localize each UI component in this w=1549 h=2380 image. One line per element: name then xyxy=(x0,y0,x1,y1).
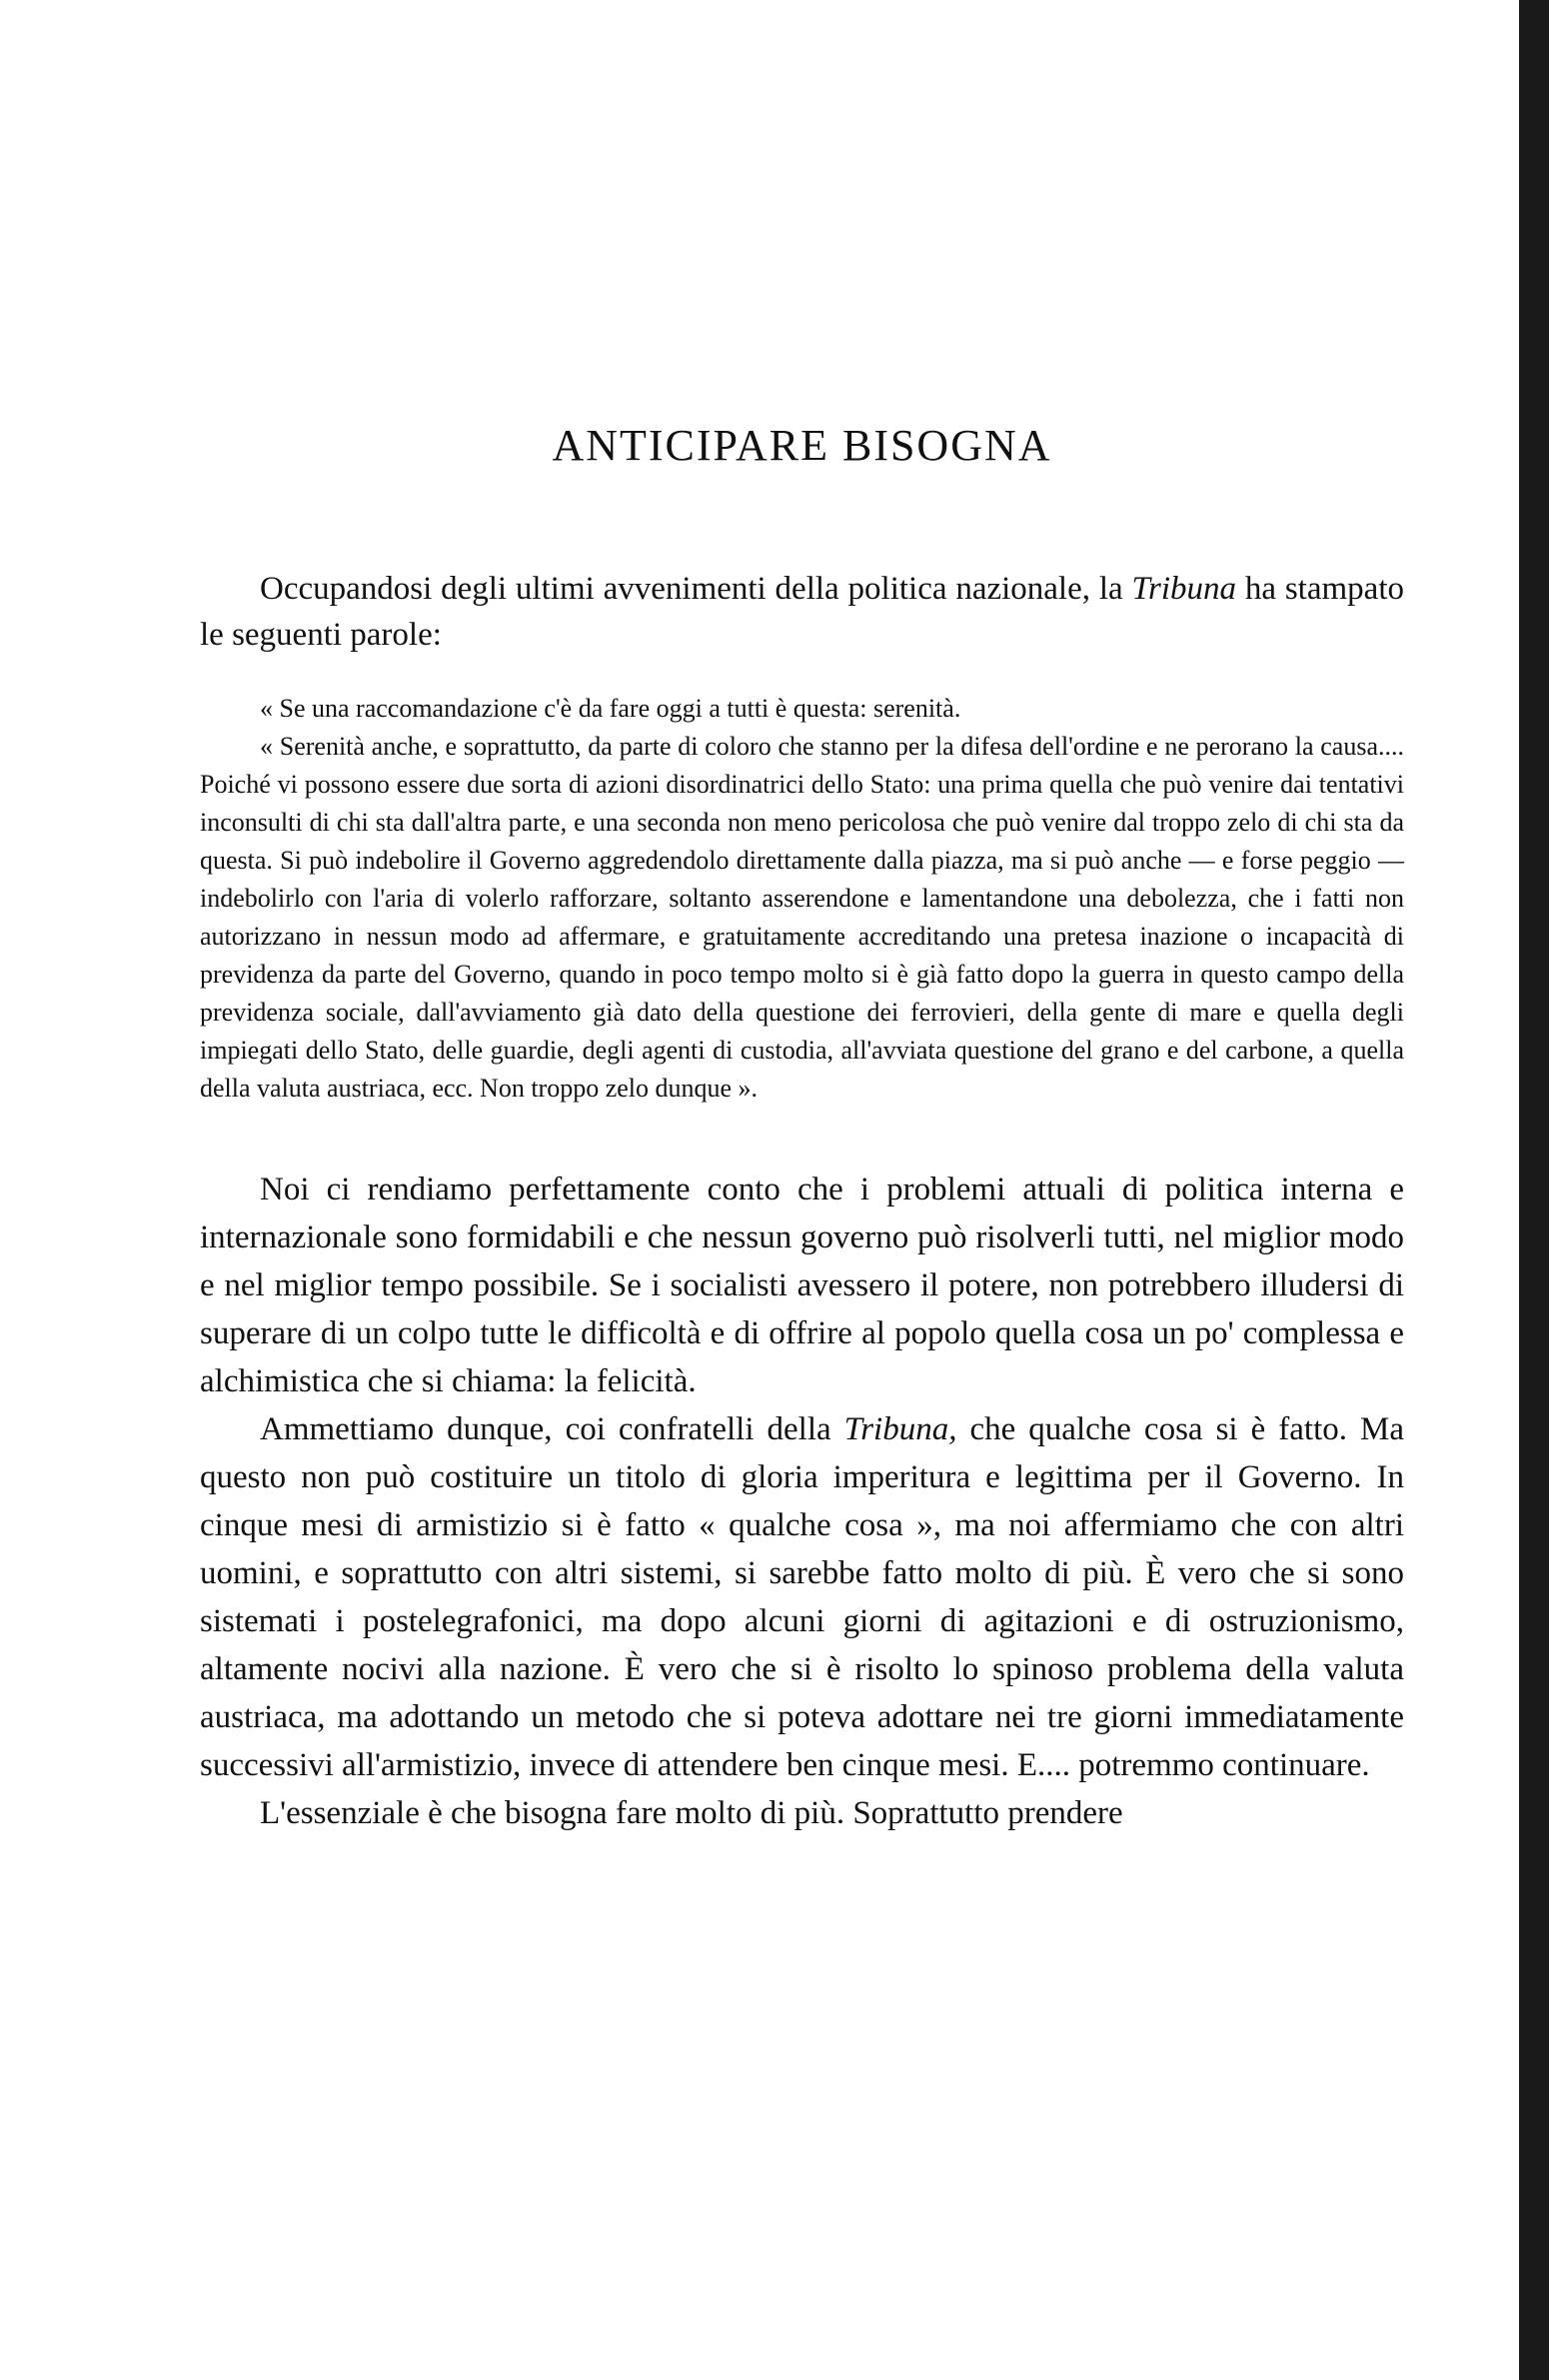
body-p2-italic-tribuna: Tribuna, xyxy=(843,1411,957,1447)
quote-paragraph-1: « Se una raccomandazione c'è da fare oggi a tutti è questa: serenità. xyxy=(260,694,961,723)
body-p2-before: Ammettiamo dunque, coi confratelli della xyxy=(260,1411,844,1447)
quoted-passage xyxy=(200,690,1404,1108)
intro-text-after: ha stampato le seguenti parole: xyxy=(200,571,1404,653)
page-title: ANTICIPARE BISOGNA xyxy=(552,421,1052,470)
intro-italic-tribuna: Tribuna xyxy=(1131,571,1237,607)
body-paragraph-2 xyxy=(200,1405,1404,1789)
body-text xyxy=(200,1166,1404,1837)
quote-paragraph-2: « Serenità anche, e soprattutto, da parte di coloro che stanno per la difesa dell'ordine e ne perorano la causa.... Poiché vi possono essere due sorta di azioni disordinatrici dello Stato: una prima quella che può venire dai tentativi inconsulti di chi sta dall'altra parte, e una seconda non meno pericolosa che può venire dal troppo zelo di chi sta da questa. Si può indebolire il Governo aggredendolo direttamente dalla piazza, ma si può anche — e forse peggio — indebolirlo con l'aria di volerlo rafforzare, soltanto asserendone e lamentandone una debolezza, che i fatti non autorizzano in nessun modo ad affermare, e gratuitamente accreditando una pretesa inazione o incapacità di previdenza da parte del Governo, quando in poco tempo molto si è già fatto dopo la guerra in questo campo della previdenza sociale, dall'avviamento già dato della questione dei ferrovieri, della gente di mare e quella degli impiegati dello Stato, delle guardie, degli agenti di custodia, all'avviata questione del grano e del carbone, a quella della valuta austriaca, ecc. Non troppo zelo dunque ». xyxy=(200,732,1404,1103)
body-paragraph-1: Noi ci rendiamo perfettamente conto che i problemi attuali di politica interna e internazionale sono formidabili e che nessun governo può risolverli tutti, nel miglior modo e nel miglior tempo possibile. Se i socialisti avessero il potere, non potrebbero illudersi di superare di un colpo tutte le difficoltà e di offrire al popolo quella cosa un po' complessa e alchimistica che si chiama: la felicità. xyxy=(200,1172,1404,1399)
body-paragraph-3: L'essenziale è che bisogna fare molto di più. Soprattutto prendere xyxy=(260,1795,1123,1831)
page-edge-shadow xyxy=(1519,0,1549,2380)
intro-paragraph xyxy=(200,566,1404,658)
document-page xyxy=(200,420,1404,1837)
intro-text-before: Occupandosi degli ultimi avvenimenti della politica nazionale, la xyxy=(260,571,1132,607)
body-p2-after: che qualche cosa si è fatto. Ma questo non può costituire un titolo di gloria imperitura e legittima per il Governo. In cinque mesi di armistizio si è fatto « qualche cosa », ma noi affermiamo che con altri uomini, e soprattutto con altri sistemi, si sarebbe fatto molto di più. È vero che si sono sistemati i postelegrafonici, ma dopo alcuni giorni di agitazioni e di ostruzionismo, altamente nocivi alla nazione. È vero che si è risolto lo spinoso problema della valuta austriaca, ma adottando un metodo che si poteva adottare nei tre giorni immediatamente successivi all'armistizio, invece di attendere ben cinque mesi. E.... potremmo continuare. xyxy=(200,1411,1404,1783)
